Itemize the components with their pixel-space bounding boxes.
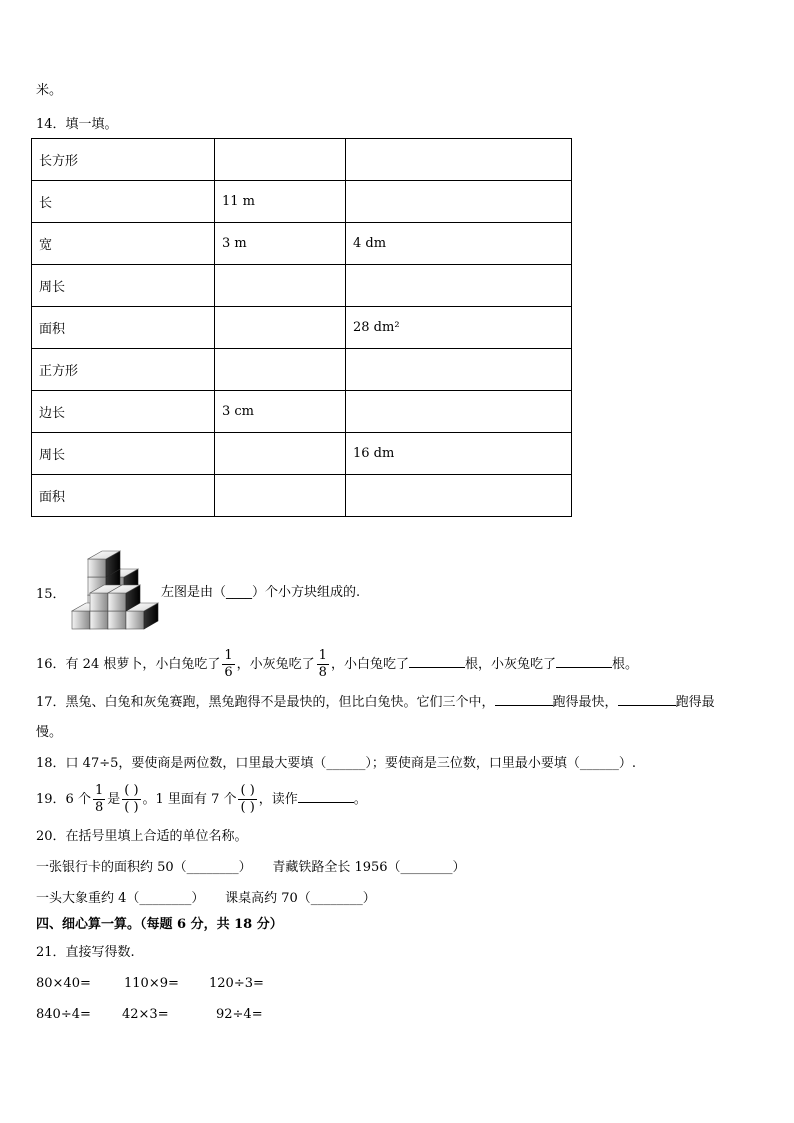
q17-blank-2[interactable]	[618, 693, 676, 706]
table-row	[32, 307, 572, 349]
q19	[36, 782, 367, 818]
q19-blank[interactable]	[298, 790, 354, 803]
q17-part1: 17．黑兔、白兔和灰兔赛跑，黑兔跑得不是最快的，但比白兔快。它们三个中，	[36, 695, 495, 710]
table-row	[32, 265, 572, 307]
q16-blank-2[interactable]	[556, 655, 612, 668]
table-cell[interactable]	[215, 349, 346, 391]
table-cell: 4 dm	[346, 223, 572, 265]
table-cell: 宽	[32, 223, 215, 265]
table-cell: 3 m	[215, 223, 346, 265]
table-cell: 边长	[32, 391, 215, 433]
q16-fraction-2-denominator: 8	[318, 665, 327, 680]
table-cell[interactable]	[346, 265, 572, 307]
table-cell: 面积	[32, 307, 215, 349]
table-row	[32, 433, 572, 475]
table-cell: 16 dm	[346, 433, 572, 475]
table-cell[interactable]	[346, 475, 572, 517]
table-cell[interactable]	[215, 307, 346, 349]
q21-title: 21．直接写得数.	[36, 945, 135, 960]
q20-title: 20．在括号里填上合适的单位名称。	[36, 829, 248, 844]
q16-fraction-1-denominator: 6	[224, 665, 233, 680]
q21-r1-c1: 80×40=	[36, 976, 91, 991]
table-row	[32, 181, 572, 223]
q16-fraction-2-numerator: 1	[318, 648, 327, 663]
q19-part5: 。	[353, 792, 367, 807]
q19-part2: 是	[107, 792, 121, 807]
table-cell[interactable]	[346, 181, 572, 223]
table-cell: 3 cm	[215, 391, 346, 433]
q16	[36, 648, 638, 682]
q21-r1-c2: 110×9=	[124, 976, 179, 991]
q21-r1-c3: 120÷3=	[209, 976, 264, 991]
table-cell: 面积	[32, 475, 215, 517]
q15-text: 左图是由（____）个小方块组成的.	[161, 585, 361, 600]
q21-r2-c3: 92÷4=	[216, 1007, 263, 1022]
q19-fraction-1-denominator: 8	[94, 800, 104, 815]
table-row	[32, 475, 572, 517]
table-cell: 长	[32, 181, 215, 223]
table-cell: 长方形	[32, 139, 215, 181]
q16-part1: 16．有 24 根萝卜，小白兔吃了	[36, 657, 221, 672]
q19-answer-fraction-1[interactable]	[122, 783, 140, 816]
q17-line-2: 慢。	[36, 725, 63, 740]
table-row	[32, 391, 572, 433]
table-row	[32, 223, 572, 265]
table-cell: 正方形	[32, 349, 215, 391]
q16-fraction-1-numerator: 1	[224, 648, 233, 663]
q19-answer-fraction-1-numerator[interactable]: ( )	[124, 783, 139, 798]
q21-r2-c2: 42×3=	[122, 1007, 169, 1022]
q17-blank-1[interactable]	[495, 693, 553, 706]
q19-answer-fraction-2-numerator[interactable]: ( )	[240, 783, 255, 798]
q14-table	[31, 138, 572, 517]
q17-part2: 跑得最快，	[552, 695, 618, 710]
table-cell: 28 dm²	[346, 307, 572, 349]
table-cell[interactable]	[346, 391, 572, 433]
section-4-title: 四、细心算一算。（每题 6 分，共 18 分）	[36, 917, 283, 932]
q19-answer-fraction-2[interactable]	[238, 783, 256, 816]
q18: 18．口 47÷5，要使商是两位数，口里最大要填（______）；要使商是三位数，口里最小要填（______）.	[36, 756, 637, 771]
table-row	[32, 139, 572, 181]
top-fragment: 米。	[36, 83, 63, 98]
q16-part3: ，小白兔吃了	[330, 657, 409, 672]
table-cell: 周长	[32, 265, 215, 307]
q19-fraction-1	[93, 783, 105, 816]
q17-line-1	[36, 693, 715, 712]
q19-part3: 。1 里面有 7 个	[142, 792, 237, 807]
q16-fraction-1	[222, 648, 234, 681]
table-cell: 周长	[32, 433, 215, 475]
table-cell[interactable]	[215, 265, 346, 307]
q19-fraction-1-numerator: 1	[94, 783, 104, 798]
table-cell[interactable]	[215, 475, 346, 517]
q16-part5: 根。	[611, 657, 638, 672]
q16-blank-1[interactable]	[409, 655, 465, 668]
cubes-figure	[66, 545, 162, 635]
q21-r2-c1: 840÷4=	[36, 1007, 91, 1022]
q16-part2: ，小灰兔吃了	[236, 657, 315, 672]
q19-answer-fraction-1-denominator[interactable]: ( )	[124, 800, 139, 815]
q19-part1: 19．6 个	[36, 792, 91, 807]
q19-answer-fraction-2-denominator[interactable]: ( )	[240, 800, 255, 815]
q14-title: 14．填一填。	[36, 117, 118, 132]
table-cell[interactable]	[346, 139, 572, 181]
q16-fraction-2	[317, 648, 329, 681]
q19-part4: ，读作	[258, 792, 298, 807]
table-cell[interactable]	[346, 349, 572, 391]
q17-part3: 跑得最	[675, 695, 715, 710]
table-cell: 11 m	[215, 181, 346, 223]
table-row	[32, 349, 572, 391]
q15-number: 15．	[36, 587, 66, 602]
table-cell[interactable]	[215, 139, 346, 181]
table-cell[interactable]	[215, 433, 346, 475]
q20-line-2: 一头大象重约 4（________） 课桌高约 70（________）	[36, 891, 376, 906]
q16-part4: 根，小灰兔吃了	[464, 657, 556, 672]
q20-line-1: 一张银行卡的面积约 50（________） 青藏铁路全长 1956（________）	[36, 860, 466, 875]
